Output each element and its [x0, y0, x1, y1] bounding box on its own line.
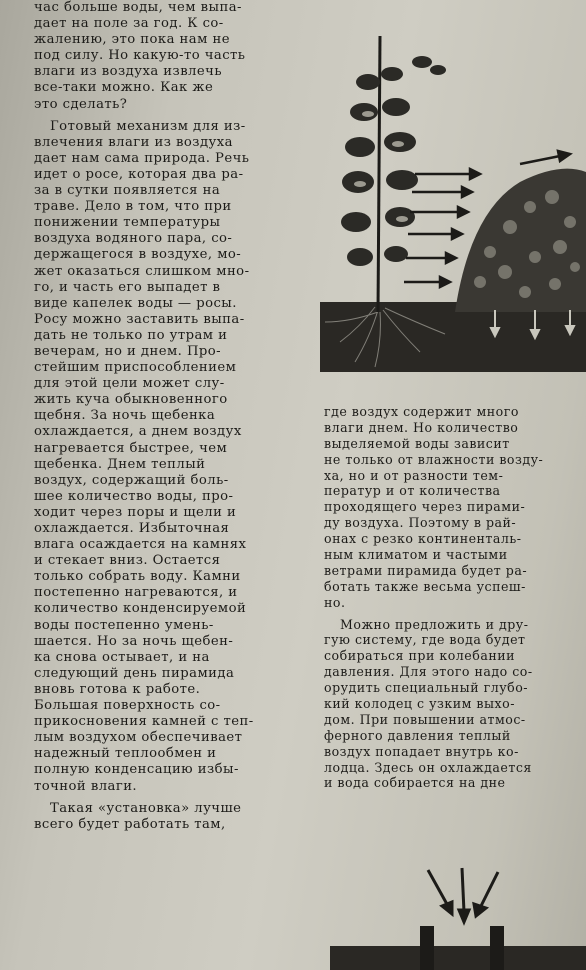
left-column-text-line: количество конденсируемой — [34, 601, 247, 617]
right-column-text-line: и вода собирается на дне — [324, 775, 506, 791]
left-column-text-line: за в сутки появляется на — [34, 183, 221, 199]
right-text-column — [324, 404, 584, 791]
right-column-text-line: собираться при колебании — [324, 648, 516, 664]
left-column-text-line: влечения влаги из воздуха — [34, 134, 233, 150]
left-column-text-line: го, и часть его выпадет в — [34, 279, 221, 295]
left-column-text-line: влаги из воздуха извлечь — [34, 64, 222, 80]
right-column-text-line: не только от влажности возду- — [324, 451, 544, 467]
left-column-text-line: Росу можно заставить выпа- — [34, 311, 245, 327]
right-column-text-line: но. — [324, 594, 346, 610]
plant-and-rubble-pyramid-illustration — [320, 22, 586, 372]
left-column-text-line: стейшим приспособлением — [34, 360, 237, 376]
left-column-text-line: понижении температуры — [34, 215, 221, 231]
right-column-text-line: ветрами пирамида будет ра- — [324, 562, 528, 578]
left-column-text-line: идет о росе, которая два ра- — [34, 166, 244, 182]
left-column-text-line: только собрать воду. Камни — [34, 569, 241, 585]
left-column-text-line: Готовый механизм для из- — [50, 118, 246, 134]
left-column-text-line: Большая поверхность со- — [34, 698, 221, 714]
left-column-text-line: воздуха водяного пара, со- — [34, 231, 233, 247]
left-column-text-line: это сделать? — [34, 96, 128, 112]
left-column-text-line: держащегося в воздухе, мо- — [34, 247, 242, 263]
left-column-text-line: жить куча обыкновенного — [34, 392, 228, 408]
left-column-text-line: прикосновения камней с теп- — [34, 714, 254, 730]
right-column-text-line: где воздух содержит много — [324, 404, 519, 419]
left-column-text-line: час больше воды, чем выпа- — [34, 0, 242, 15]
left-column-text-line: Такая «установка» лучше — [50, 800, 242, 816]
left-column-text-line: все-таки можно. Как же — [34, 80, 214, 96]
right-column-text-line: орудить специальный глубо- — [324, 680, 529, 696]
right-column-text-line: ду воздуха. Поэтому в рай- — [324, 515, 517, 531]
left-column-text-line: для этой цели может слу- — [34, 376, 225, 392]
left-column-text-line: дать не только по утрам и — [34, 327, 228, 343]
left-column-text-line: охлаждается. Избыточная — [34, 521, 230, 536]
left-column-text-line: вновь готова к работе. — [34, 681, 201, 697]
left-column-text-line: дает нам сама природа. Речь — [34, 150, 250, 166]
right-column-text-line: воздух попадает внутрь ко- — [324, 743, 519, 759]
left-column-text-line: шее количество воды, про- — [34, 488, 234, 504]
right-column-text-line: ператур и от количества — [324, 483, 501, 499]
left-column-text-line: лым воздухом обеспечивает — [34, 730, 243, 746]
left-column-text-line: ка снова остывает, и на — [34, 649, 210, 665]
left-column-text-line: следующий день пирамида — [34, 665, 235, 681]
right-column-text-line: кий колодец с узким выхо- — [324, 696, 515, 712]
left-column-text-line: щебня. За ночь щебенка — [34, 408, 216, 424]
right-column-text-line: гую систему, где вода будет — [324, 632, 526, 648]
left-column-text-line: охлаждается, а днем воздух — [34, 424, 242, 440]
right-column-text-line: влаги днем. Но количество — [324, 419, 519, 435]
right-column-text-line: лодца. Здесь он охлаждается — [324, 759, 532, 775]
left-column-text-line: под силу. Но какую-то часть — [34, 48, 246, 64]
left-column-text-line: щебенка. Днем теплый — [34, 456, 206, 472]
left-text-column — [34, 0, 306, 833]
left-column-text-line: нагревается быстрее, чем — [34, 440, 228, 456]
left-column-text-line: шается. Но за ночь щебен- — [34, 633, 234, 649]
right-column-text-line: выделяемой воды зависит — [324, 435, 510, 451]
left-column-text-line: и стекает вниз. Остается — [34, 553, 221, 569]
left-column-text-line: жалению, это пока нам не — [34, 32, 230, 48]
right-column-text-line: онах с резко континенталь- — [324, 531, 522, 547]
left-column-text-line: надежный теплообмен и — [34, 746, 217, 762]
left-column-text-line: жет оказаться слишком мно- — [34, 263, 250, 279]
left-column-text-line: виде капелек воды — росы. — [34, 295, 237, 311]
right-column-text-line: Можно предложить и дру- — [340, 616, 529, 632]
right-column-text-line: ботать также весьма успеш- — [324, 578, 526, 594]
right-column-text-line: ферного давления теплый — [324, 727, 511, 743]
left-column-text-line: влага осаждается на камнях — [34, 537, 247, 553]
well-illustration — [330, 866, 586, 970]
left-column-text-line: воды постепенно умень- — [34, 617, 214, 633]
right-column-text-line: дом. При повышении атмос- — [324, 711, 526, 727]
left-column-text-line: точной влаги. — [34, 778, 138, 794]
left-column-text-line: воздух, содержащий боль- — [34, 472, 229, 488]
right-column-text-line: ха, но и от разности тем- — [324, 467, 504, 483]
left-column-text-line: вечерам, но и днем. Про- — [34, 343, 222, 359]
left-column-text-line: всего будет работать там, — [34, 816, 226, 832]
left-column-text-line: дает на поле за год. К со- — [34, 16, 224, 32]
right-column-text-line: проходящего через пирами- — [324, 499, 526, 515]
right-column-text-line: давления. Для этого надо со- — [324, 664, 533, 680]
right-column-text-line: ным климатом и частыми — [324, 547, 508, 563]
left-column-text-line: ходит через поры и щели и — [34, 504, 237, 520]
left-column-text-line: постепенно нагреваются, и — [34, 585, 238, 601]
left-column-text-line: траве. Дело в том, что при — [34, 199, 232, 215]
left-column-text-line: полную конденсацию избы- — [34, 762, 239, 778]
